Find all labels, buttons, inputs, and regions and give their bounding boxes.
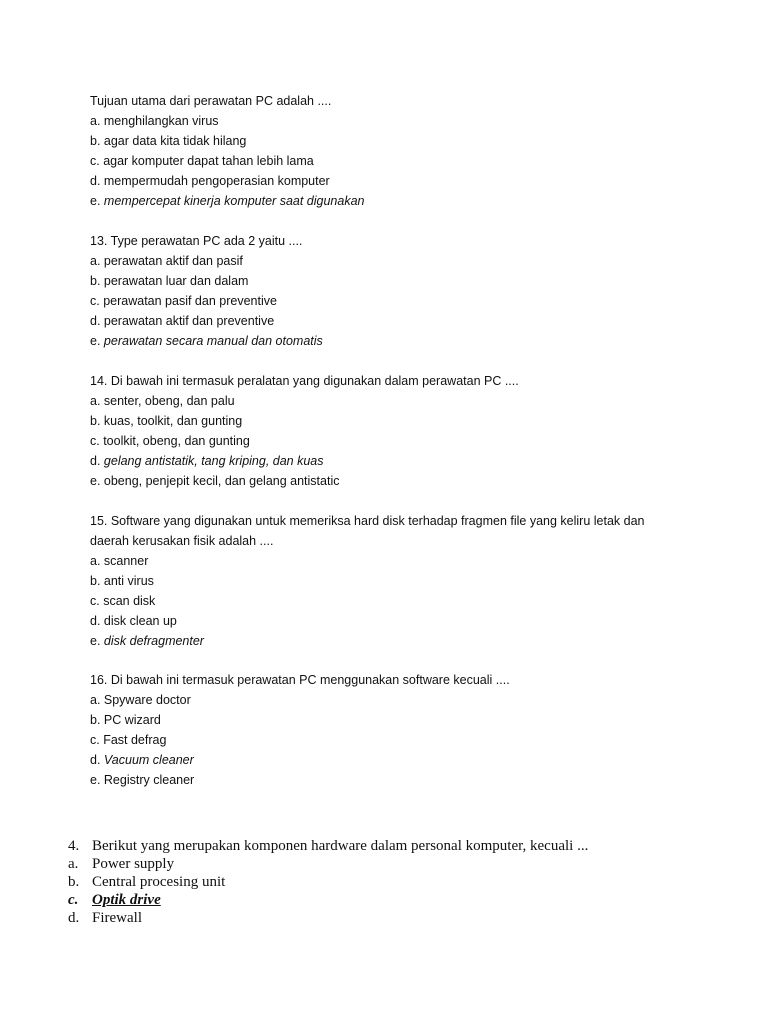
option-c-mark: c. [68, 892, 79, 908]
option-c: c. Fast defrag [90, 733, 167, 747]
question-text: 14. Di bawah ini termasuk peralatan yang digunakan dalam perawatan PC .... [90, 374, 519, 388]
option-b: b. agar data kita tidak hilang [90, 134, 247, 148]
option-e: e. Registry cleaner [90, 773, 195, 787]
option-e [90, 331, 323, 351]
option-e-prefix: e. [90, 634, 101, 648]
question-text: Tujuan utama dari perawatan PC adalah .... [90, 94, 332, 108]
option-b: b. anti virus [90, 574, 154, 588]
option-d [68, 909, 588, 927]
question-text [68, 837, 588, 855]
option-d-prefix: d. [90, 454, 101, 468]
option-a: a. scanner [90, 554, 149, 568]
question-13 [90, 231, 323, 351]
option-a: a. perawatan aktif dan pasif [90, 254, 243, 268]
option-c: c. perawatan pasif dan preventive [90, 294, 277, 308]
option-b: b. kuas, toolkit, dan gunting [90, 414, 243, 428]
option-e-answer: mempercepat kinerja komputer saat digunakan [103, 194, 365, 208]
option-e-answer: disk defragmenter [103, 634, 204, 648]
option-c: c. agar komputer dapat tahan lebih lama [90, 154, 314, 168]
option-d-answer: gelang antistatik, tang kriping, dan kuas [103, 454, 324, 468]
question-4 [68, 837, 588, 927]
option-a [68, 855, 588, 873]
option-a: a. Spyware doctor [90, 693, 191, 707]
option-b-text: Central procesing unit [92, 874, 226, 890]
question-12 [90, 91, 364, 211]
option-a-text: Power supply [92, 856, 175, 872]
option-e-prefix: e. [90, 334, 101, 348]
option-d-answer: Vacuum cleaner [103, 753, 194, 767]
option-b: b. PC wizard [90, 713, 161, 727]
question-number: 4. [68, 838, 80, 854]
option-a-mark: a. [68, 856, 79, 872]
option-e-prefix: e. [90, 194, 101, 208]
question-body: Berikut yang merupakan komponen hardware dalam personal komputer, kecuali ... [92, 838, 589, 854]
option-d [90, 451, 519, 471]
option-a: a. menghilangkan virus [90, 114, 219, 128]
option-b-mark: b. [68, 874, 80, 890]
option-d-prefix: d. [90, 753, 101, 767]
option-c: c. toolkit, obeng, dan gunting [90, 434, 250, 448]
option-c: c. scan disk [90, 594, 156, 608]
question-text-line-2: daerah kerusakan fisik adalah .... [90, 534, 274, 548]
option-b: b. perawatan luar dan dalam [90, 274, 249, 288]
option-d [90, 750, 510, 770]
question-text: 16. Di bawah ini termasuk perawatan PC menggunakan software kecuali .... [90, 673, 510, 687]
option-d: d. mempermudah pengoperasian komputer [90, 174, 330, 188]
option-c [68, 891, 588, 909]
option-d: d. perawatan aktif dan preventive [90, 314, 275, 328]
question-text: 13. Type perawatan PC ada 2 yaitu .... [90, 234, 303, 248]
option-e: e. obeng, penjepit kecil, dan gelang antistatic [90, 474, 340, 488]
question-16 [90, 670, 510, 790]
option-d-mark: d. [68, 910, 80, 926]
option-e-answer: perawatan secara manual dan otomatis [103, 334, 323, 348]
option-d-text: Firewall [92, 910, 142, 926]
option-a: a. senter, obeng, dan palu [90, 394, 235, 408]
question-15 [90, 511, 645, 651]
question-14 [90, 371, 519, 491]
option-d: d. disk clean up [90, 614, 177, 628]
option-e [90, 631, 645, 651]
option-b [68, 873, 588, 891]
option-e [90, 191, 364, 211]
option-c-answer: Optik drive [92, 892, 161, 908]
question-text-line-1: 15. Software yang digunakan untuk memeriksa hard disk terhadap fragmen file yang keliru letak dan [90, 514, 645, 528]
